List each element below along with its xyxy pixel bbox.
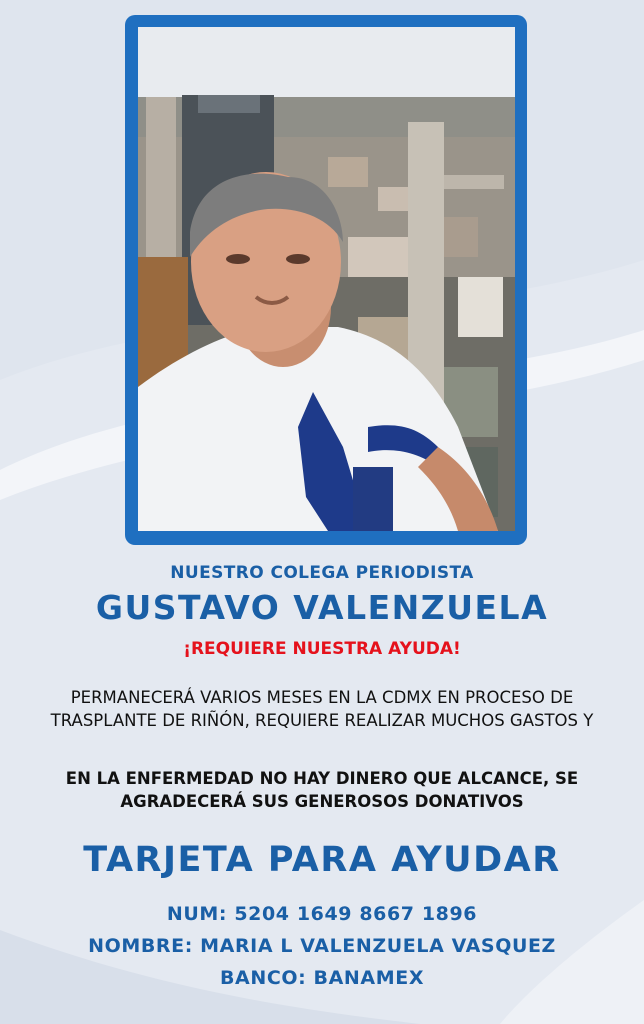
help-appeal: ¡REQUIERE NUESTRA AYUDA! [183, 639, 461, 659]
card-number: NUM: 5204 1649 8667 1896 [166, 903, 478, 925]
emphasis-text: EN LA ENFERMEDAD NO HAY DINERO QUE ALCANCE, SE AGRADECERÁ SUS GENEROSOS DONATIVOS [65, 769, 579, 811]
subtitle: NUESTRO COLEGA PERIODISTA [170, 563, 474, 583]
portrait-photo [138, 27, 515, 531]
person-name: GUSTAVO VALENZUELA [95, 588, 549, 627]
bank-name: BANCO: BANAMEX [219, 967, 425, 989]
card-title: TARJETA PARA AYUDAR [83, 840, 561, 880]
card-holder-name: NOMBRE: MARIA L VALENZUELA VASQUEZ [88, 935, 556, 957]
description-text: PERMANECERÁ VARIOS MESES EN LA CDMX EN PROCESO DE TRASPLANTE DE RIÑÓN, REQUIERE REALIZAR MUCHOS GASTOS Y [50, 688, 594, 730]
